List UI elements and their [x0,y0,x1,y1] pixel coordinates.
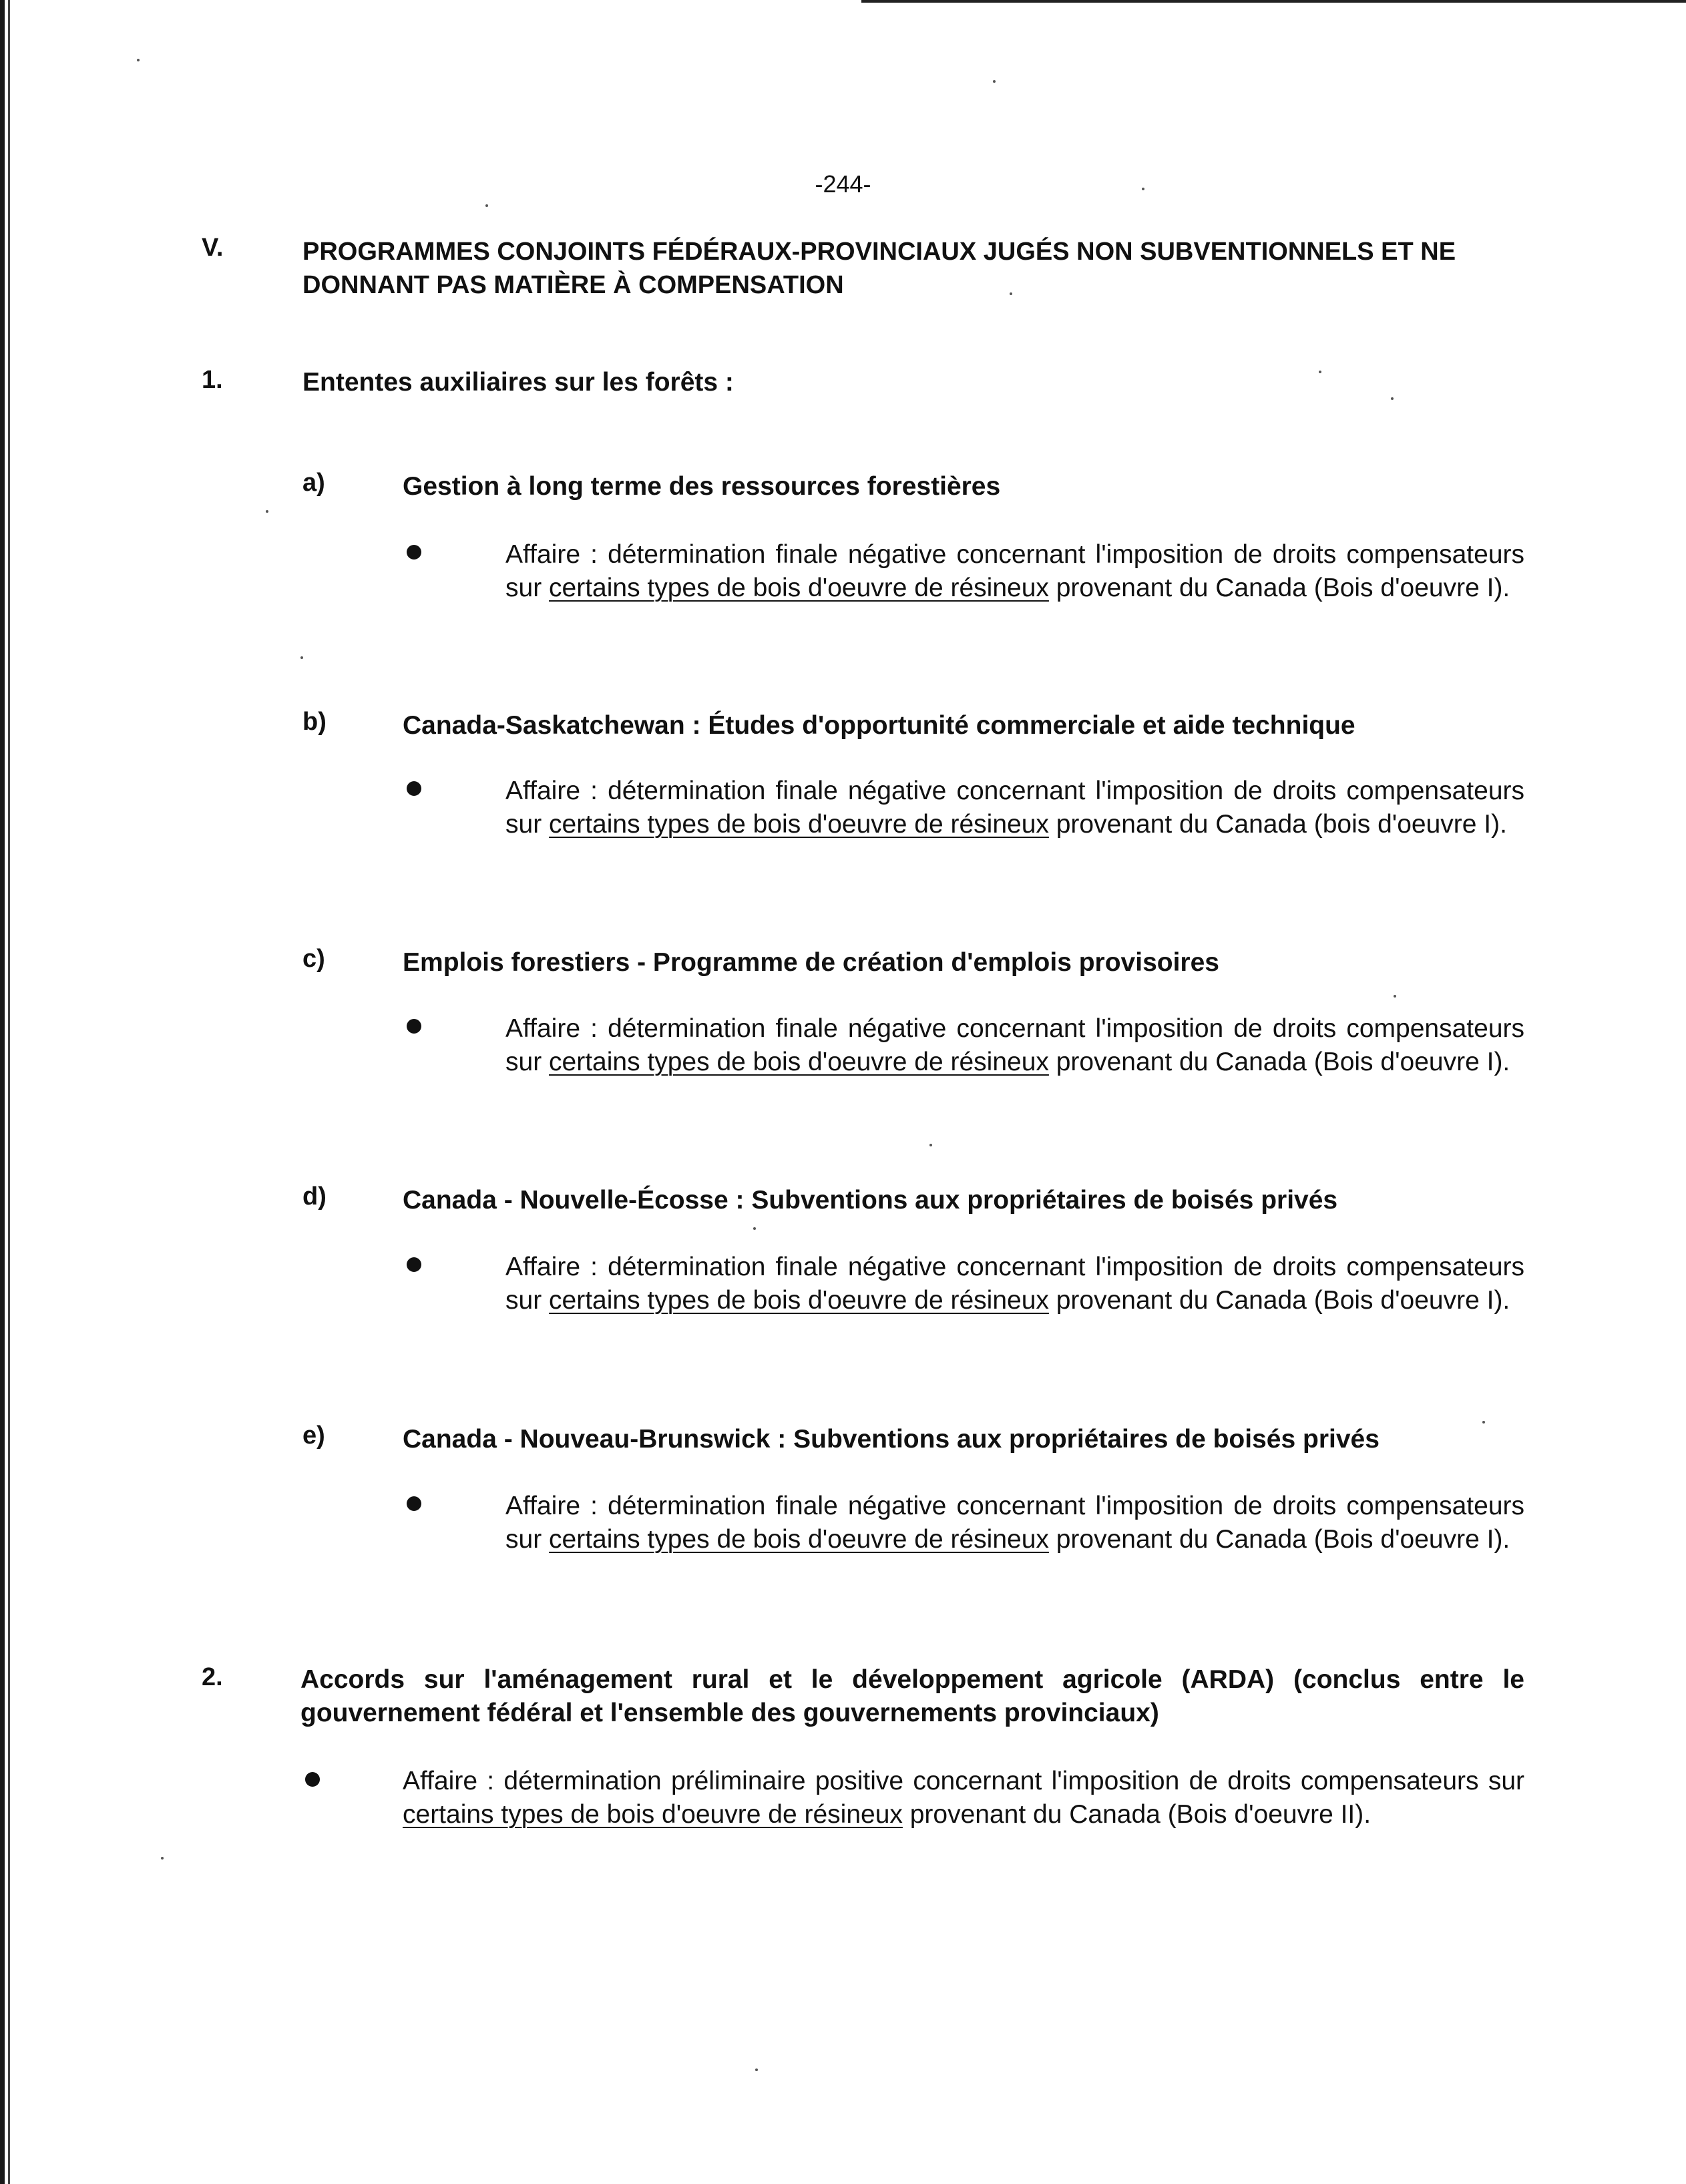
scan-speck [1482,1421,1485,1424]
subitem-e-case: Affaire : détermination finale négative concernant l'imposition de droits compensateurs sur certains types de bois d'oeuvre de résineux provenant du Canada (Bois d'oeuvre I). [505,1492,1524,1554]
scan-speck [1394,995,1396,998]
case-underlined-product: certains types de bois d'oeuvre de résineux [549,1048,1049,1076]
subitem-a-case: Affaire : détermination finale négative concernant l'imposition de droits compensateurs sur certains types de bois d'oeuvre de résineux provenant du Canada (Bois d'oeuvre I). [505,540,1524,602]
bullet-icon [407,1019,421,1034]
subitem-c-title: Emplois forestiers - Programme de création d'emplois provisoires [403,948,1219,977]
scan-speck [1319,371,1321,373]
bullet-icon [407,781,421,796]
subitem-b-marker: b) [302,708,327,736]
scan-speck [161,1857,164,1860]
item-2-title: Accords sur l'aménagement rural et le développement agricole (ARDA) (conclus entre le gouvernement fédéral et l'ensemble des gouvernements provinciaux) [300,1665,1524,1727]
scan-speck [755,2068,758,2071]
item-1-title: Ententes auxiliaires sur les forêts : [302,368,734,397]
scan-speck [753,1227,756,1230]
subitem-a-marker: a) [302,469,325,497]
case-underlined-product: certains types de bois d'oeuvre de résineux [549,1525,1049,1554]
bullet-icon [407,1257,421,1272]
binding-edge [0,0,5,2184]
section-title: PROGRAMMES CONJOINTS FÉDÉRAUX-PROVINCIAUX JUGÉS NON SUBVENTIONNELS ET NE DONNANT PAS MATIÈRE À COMPENSATION [302,238,1456,299]
subitem-d-case: Affaire : détermination finale négative concernant l'imposition de droits compensateurs sur certains types de bois d'oeuvre de résineux provenant du Canada (Bois d'oeuvre I). [505,1253,1524,1315]
subitem-d-title: Canada - Nouvelle-Écosse : Subventions aux propriétaires de boisés privés [403,1186,1338,1215]
subitem-d-marker: d) [302,1182,327,1211]
subitem-b-title: Canada-Saskatchewan : Études d'opportunité commerciale et aide technique [403,711,1355,740]
scan-speck [137,59,140,61]
page-number: -244- [815,170,871,198]
scan-speck [993,80,996,83]
scan-speck [1010,292,1012,295]
subitem-c-case: Affaire : détermination finale négative concernant l'imposition de droits compensateurs sur certains types de bois d'oeuvre de résineux provenant du Canada (Bois d'oeuvre I). [505,1014,1524,1076]
scan-speck [266,510,268,513]
scan-speck [1142,188,1144,190]
bullet-icon [407,545,421,560]
subitem-a-title: Gestion à long terme des ressources forestières [403,472,1001,501]
binding-edge-line [8,0,10,2184]
section-marker: V. [202,234,224,262]
case-underlined-product: certains types de bois d'oeuvre de résineux [549,574,1049,602]
item-2-case: Affaire : détermination préliminaire positive concernant l'imposition de droits compensateurs sur certains types de bois d'oeuvre de résineux provenant du Canada (Bois d'oeuvre II). [403,1767,1524,1829]
scan-speck [485,204,488,207]
subitem-e-title: Canada - Nouveau-Brunswick : Subventions aux propriétaires de boisés privés [403,1425,1380,1454]
subitem-e-marker: e) [302,1422,325,1450]
top-rule [861,0,1686,3]
item-1-marker: 1. [202,366,223,394]
subitem-c-marker: c) [302,945,325,973]
case-underlined-product: certains types de bois d'oeuvre de résineux [549,1286,1049,1315]
bullet-icon [305,1772,320,1787]
bullet-icon [407,1496,421,1511]
case-underlined-product: certains types de bois d'oeuvre de résineux [549,810,1049,839]
case-underlined-product: certains types de bois d'oeuvre de résineux [403,1800,903,1829]
subitem-b-case: Affaire : détermination finale négative concernant l'imposition de droits compensateurs sur certains types de bois d'oeuvre de résineux provenant du Canada (bois d'oeuvre I). [505,777,1524,839]
item-2-marker: 2. [202,1663,223,1691]
scan-speck [929,1144,932,1146]
scan-speck [300,656,303,659]
scan-speck [1391,397,1394,400]
